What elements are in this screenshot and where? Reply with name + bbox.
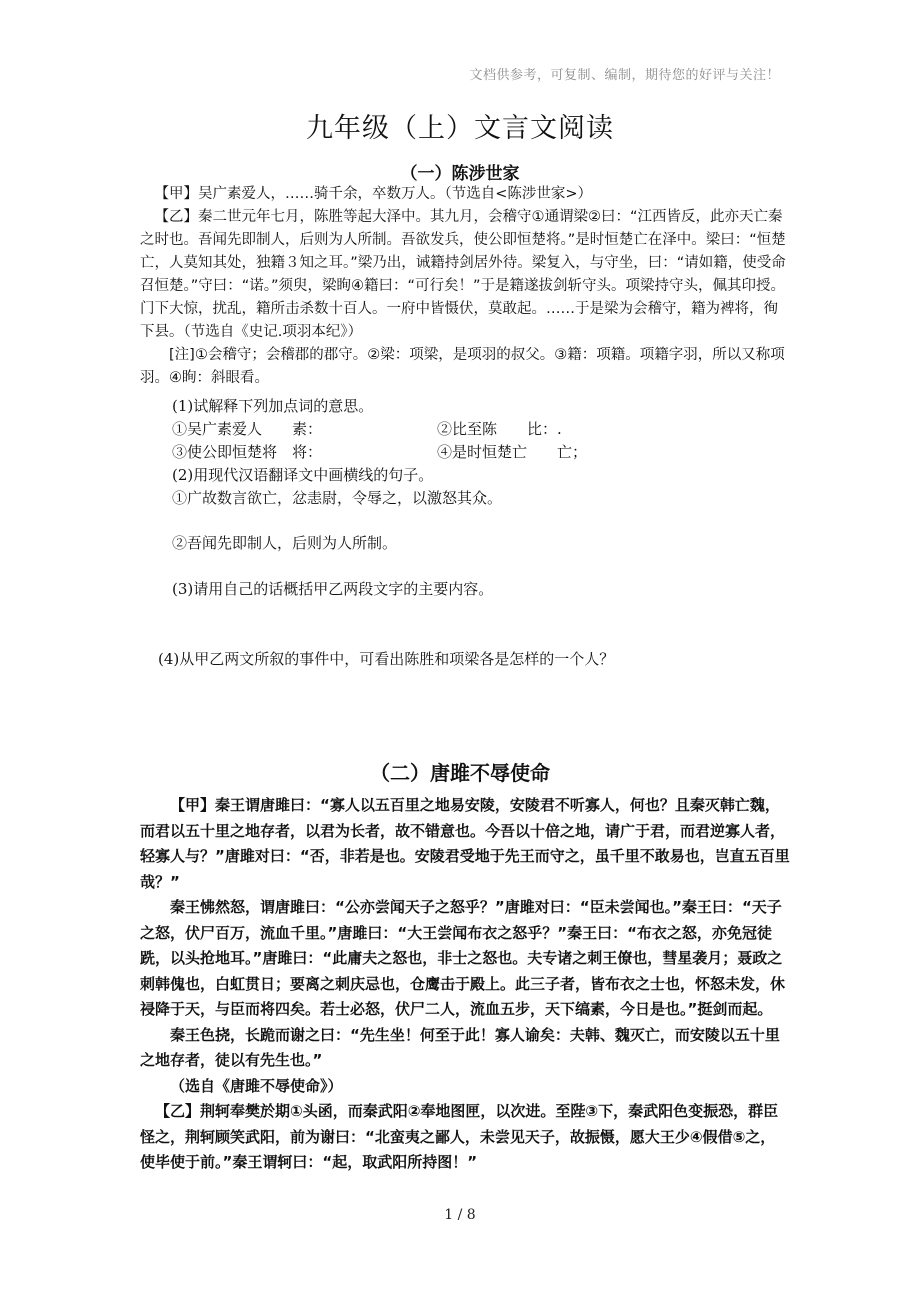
page-number: 1 / 8	[444, 1207, 476, 1223]
question-1: (1)试解释下列加点词的意思。	[172, 397, 374, 415]
section1-passages	[140, 183, 790, 390]
watermark-text: 文档供参考，可复制、编制，期待您的好评与关注！	[469, 68, 780, 83]
question-4-wrap	[158, 648, 778, 671]
section1-heading: （一）陈涉世家	[400, 164, 520, 184]
passage-2-jia-p1: 【甲】秦王谓唐雎曰：“寡人以五百里之地易安陵，安陵君不听寡人，何也？且秦灭韩亡魏，而君以五十里之地存者，以君为长者，故不错意也。今吾以十倍之地，请广于君，而君逆寡人者，轻寡人与？”唐雎对曰：“否，非若是也。安陵君受地于先王而守之，虽千里不敢易也，岂直五百里哉？”	[140, 796, 790, 891]
question-1-item: ④是时恒楚亡 亡；	[437, 443, 588, 461]
question-1-item: ③使公即恒楚将 将：	[172, 443, 323, 461]
section2-heading: （二）唐雎不辱使命	[370, 761, 550, 785]
passage-2-jia-p3: 秦王色挠，长跪而谢之曰：“先生坐！何至于此！寡人谕矣：夫韩、魏灭亡，而安陵以五十里之地存者，徒以有先生也。”	[140, 1025, 780, 1069]
annotation-note: [注]①会稽守；会稽郡的郡守。②梁：项梁，是项羽的叔父。③籍：项籍。项籍字羽，所以又称项羽。④眴：斜眼看。	[140, 347, 785, 386]
question-1-items	[172, 418, 772, 464]
question-1-item: ②比至陈 比：.	[437, 420, 562, 438]
passage-2-yi: 【乙】荆轲奉樊於期①头函，而秦武阳②奉地图匣，以次进。至陛③下，秦武阳色变振恐，群臣怪之，荆轲顾笑武阳，前为谢曰：“北蛮夷之鄙人，未尝见天子，故振慑，愿大王少④假借⑤之，使毕使于前。”秦王谓轲曰：“起，取武阳所持图！”	[140, 1102, 779, 1171]
question-2: (2)用现代汉语翻译文中画横线的句子。	[172, 466, 434, 484]
passage-2-jia-p2: 秦王怫然怒，谓唐雎曰：“公亦尝闻天子之怒乎？”唐雎对曰：“臣未尝闻也。”秦王曰：“天子之怒，伏尸百万，流血千里。”唐雎曰：“大王尝闻布衣之怒乎？”秦王曰：“布衣之怒，亦免冠徒跣，以头抢地耳。”唐雎曰：“此庸夫之怒也，非士之怒也。夫专诸之刺王僚也，彗星袭月；聂政之刺韩傀也，白虹贯日；要离之刺庆忌也，仓鹰击于殿上。此三子者，皆布衣之士也，怀怒未发，休祲降于天，与臣而将四矣。若士必怒，伏尸二人，流血五步，天下缟素，今日是也。”挺剑而起。	[140, 898, 786, 1018]
passage-2-source: （选自《唐雎不辱使命》）	[170, 1076, 343, 1095]
passage-yi: 【乙】秦二世元年七月，陈胜等起大泽中。其九月，会稽守①通谓梁②曰：“江西皆反，此亦天亡秦之时也。吾闻先即制人，后则为人所制。吾欲发兵，使公即恒楚将。”是时恒楚亡在泽中。梁曰：“恒楚亡，人莫知其处，独籍３知之耳。”梁乃出，诫籍持剑居外待。梁复入，与守坐，曰：“请如籍，使受命召恒楚。”守曰：“诺。”须臾，梁眴④籍曰：“可行矣！”于是籍遂拔剑斩守头。项梁持守头，佩其印授。门下大惊，扰乱，籍所击杀数十百人。一府中皆慑伏，莫敢起。……于是梁为会稽守，籍为裨将，徇下县。（节选自《史记.项羽本纪》）	[140, 209, 786, 340]
question-2-sentence-a: ①广故数言欲亡，忿恚尉，令辱之，以激怒其众。	[172, 489, 503, 507]
passage-jia: 【甲】吴广素爱人，……骑千余，卒数万人。（节选自<陈涉世家>）	[154, 186, 593, 202]
question-3-wrap	[172, 578, 772, 601]
section2-passages	[140, 793, 790, 1176]
document-title: 九年级（上）文言文阅读	[306, 113, 614, 144]
question-2-sentence-b: ②吾闻先即制人，后则为人所制。	[172, 534, 398, 552]
question-3: (3)请用自己的话概括甲乙两段文字的主要内容。	[172, 580, 494, 598]
question-1-item: ①吴广素爱人 素：	[172, 420, 323, 438]
question-2-sentence-b-wrap	[172, 532, 772, 555]
question-4: (4)从甲乙两文所叙的事件中，可看出陈胜和项梁各是怎样的一个人？	[158, 650, 615, 668]
section1-questions	[172, 395, 772, 510]
